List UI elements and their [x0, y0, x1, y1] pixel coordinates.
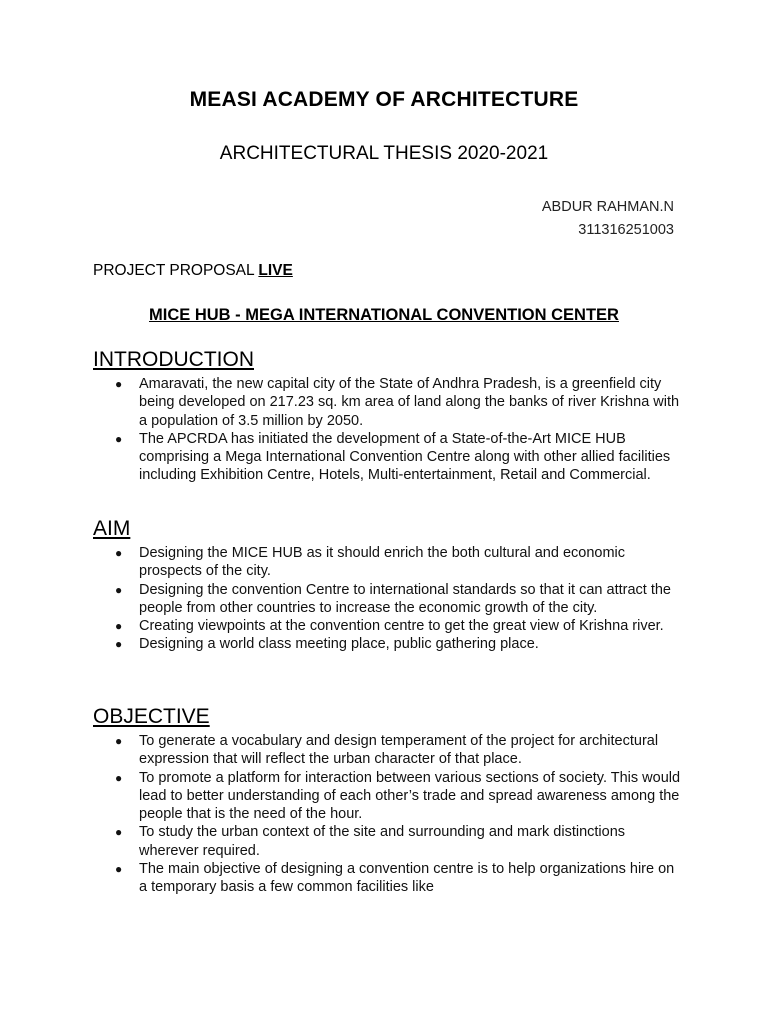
list-item [113, 823, 685, 860]
bullet-icon: ● [115, 637, 123, 652]
introduction-list [113, 375, 685, 485]
program-subtitle: ARCHITECTURAL THESIS 2020-2021 [219, 143, 549, 164]
list-item-text: To study the urban context of the site and surrounding and mark distinctions wherever required. [139, 824, 626, 859]
bullet-icon: ● [115, 734, 123, 748]
objective-list [113, 732, 685, 897]
list-item-text: To generate a vocabulary and design temperament of the project for architectural expression that will reflect the urban character of that place. [139, 733, 659, 768]
proposal-line [93, 262, 293, 280]
list-item [113, 732, 685, 769]
bullet-icon: ● [115, 825, 123, 840]
bullet-icon: ● [115, 770, 123, 785]
bullet-icon: ● [115, 619, 123, 634]
list-item-text: Creating viewpoints at the convention centre to get the great view of Krishna river. [139, 618, 664, 635]
aim-heading: AIM [93, 517, 131, 540]
list-item [113, 544, 685, 581]
list-item-text: Designing the convention Centre to international standards so that it can attract the people from other countries to increase the economic growth of the city. [139, 581, 671, 616]
author-block [542, 196, 674, 242]
author-id: 311316251003 [578, 222, 674, 238]
bullet-icon: ● [115, 377, 123, 391]
institution-title: MEASI ACADEMY OF ARCHITECTURE [189, 88, 579, 111]
list-item [113, 375, 685, 430]
bullet-icon: ● [115, 862, 123, 877]
introduction-heading: INTRODUCTION [93, 348, 254, 371]
list-item [113, 635, 685, 653]
list-item [113, 581, 685, 618]
bullet-icon: ● [115, 546, 123, 560]
list-item [113, 769, 685, 824]
proposal-status: LIVE [258, 262, 293, 279]
bullet-icon: ● [115, 431, 123, 446]
project-title: MICE HUB - MEGA INTERNATIONAL CONVENTION CENTER [149, 306, 619, 324]
list-item-text: The APCRDA has initiated the development of a State-of-the-Art MICE HUB comprising a Mega International Convention Centre along with other allied facilities including Exhibition Centre, Hotels, Multi-entertainment, Retail and Commercial. [139, 430, 671, 484]
list-item-text: Designing the MICE HUB as it should enrich the both cultural and economic prospects of the city. [139, 545, 626, 580]
list-item [113, 617, 685, 635]
list-item-text: Amaravati, the new capital city of the State of Andhra Pradesh, is a greenfield city being developed on 217.23 sq. km area of land along the banks of river Krishna with a population of 3.5 million by 2050. [139, 376, 680, 429]
proposal-label: PROJECT PROPOSAL [93, 262, 259, 279]
list-item-text: The main objective of designing a convention centre is to help organizations hire on a temporary basis a few common facilities like [139, 861, 675, 896]
bullet-icon: ● [115, 582, 123, 597]
list-item [113, 860, 685, 897]
list-item-text: Designing a world class meeting place, public gathering place. [139, 636, 539, 653]
aim-list [113, 544, 685, 654]
list-item-text: To promote a platform for interaction between various sections of society. This would lead to better understanding of each other’s trade and spread awareness among the people that is the need of the hour. [139, 769, 681, 823]
objective-heading: OBJECTIVE [93, 705, 210, 728]
list-item [113, 430, 685, 485]
author-name: ABDUR RAHMAN.N [541, 199, 674, 215]
